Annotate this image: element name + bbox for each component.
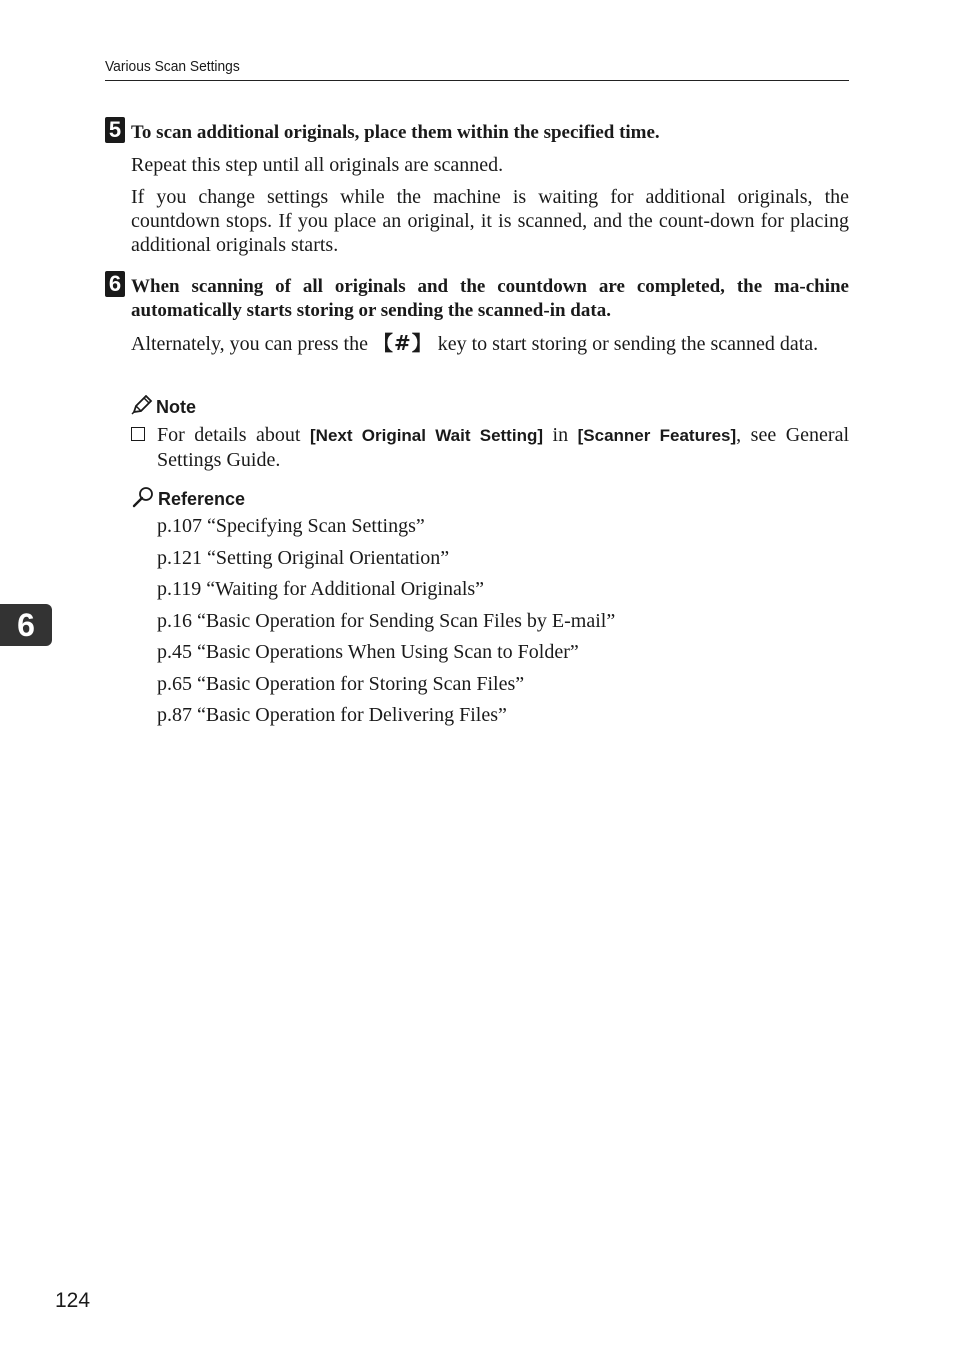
step-paragraph: If you change settings while the machine is waiting for additional originals, the countdown stops. If you place an original, it is scanned, and the count-down for placing additional originals starts. (131, 186, 849, 256)
paragraph-text: key to start storing or sending the scanned data. (437, 333, 819, 355)
reference-heading (131, 486, 245, 513)
pencil-icon (131, 395, 153, 420)
reference-link[interactable]: p.119 “Waiting for Additional Originals” (157, 578, 485, 600)
step-paragraph: Repeat this step until all originals are scanned. (131, 154, 504, 176)
note-label: Note (156, 397, 196, 417)
ui-term-scanner-features: [Scanner Features] (577, 426, 737, 445)
reference-label: Reference (158, 489, 246, 509)
step-title: When scanning of all originals and the countdown are completed, the ma-chine automatically starts storing or sending the scanned-in data. (131, 276, 849, 321)
note-text-part: in (552, 424, 569, 446)
reference-link[interactable]: p.107 “Specifying Scan Settings” (157, 515, 425, 537)
step-title: To scan additional originals, place them within the specified time. (131, 122, 660, 143)
ui-term-next-original-wait-setting: [Next Original Wait Setting] (310, 426, 543, 445)
chapter-tab: 6 (0, 604, 52, 646)
note-text-part: For details about (157, 424, 301, 446)
step-number: 5 (105, 117, 125, 143)
section-title: Various Scan Settings (105, 58, 240, 75)
note-text (157, 423, 849, 472)
note-heading (131, 395, 196, 420)
reference-link[interactable]: p.45 “Basic Operations When Using Scan to Folder” (157, 641, 579, 663)
running-header (105, 57, 849, 81)
note-text-part: , see General Settings Guide. (157, 424, 850, 471)
reference-link[interactable]: p.121 “Setting Original Orientation” (157, 546, 450, 569)
reference-link[interactable]: p.16 “Basic Operation for Sending Scan Files by E-mail” (157, 609, 616, 632)
step-paragraph (131, 331, 849, 356)
reference-list (157, 514, 615, 735)
magnifier-icon (131, 486, 155, 513)
reference-link[interactable]: p.87 “Basic Operation for Delivering Files” (157, 704, 507, 726)
reference-link[interactable]: p.65 “Basic Operation for Storing Scan Files” (157, 672, 525, 695)
checkbox-bullet-icon (131, 427, 145, 441)
note-item (131, 423, 849, 473)
step-number: 6 (105, 271, 125, 297)
paragraph-text: Alternately, you can press the (131, 333, 368, 355)
hash-key: 【#】 (372, 331, 433, 355)
page-number: 124 (55, 1289, 91, 1312)
